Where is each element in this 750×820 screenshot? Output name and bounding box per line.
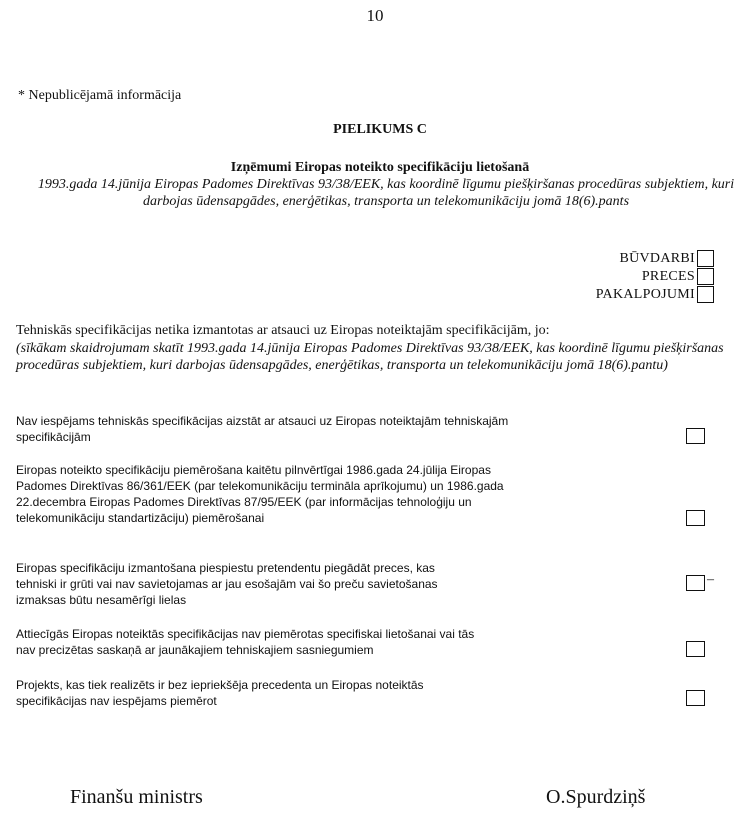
category-checkbox-goods[interactable]: [697, 268, 714, 285]
category-row-services: [596, 286, 714, 303]
reason-text-1: Nav iespējams tehniskās specifikācijas aizstāt ar atsauci uz Eiropas noteiktajām tehniskajām specifikācijām: [16, 414, 509, 444]
signature-name: O.Spurdziņš: [546, 786, 646, 808]
category-row-goods: [642, 268, 714, 285]
document-subtitle: Izņēmumi Eiropas noteikto specifikāciju lietošanā: [230, 160, 530, 175]
annex-title: PIELIKUMS C: [333, 122, 427, 137]
reason-dash: –: [707, 572, 714, 587]
intro-text: Tehniskās specifikācijas netika izmantotas ar atsauci uz Eiropas noteiktajām specifikācijām, jo:: [16, 323, 550, 338]
footnote: * Nepublicējamā informācija: [18, 88, 182, 103]
reason-checkbox-5[interactable]: [686, 690, 705, 706]
category-checkbox-services[interactable]: [697, 286, 714, 303]
category-label: PAKALPOJUMI: [595, 287, 695, 302]
category-row-works: [619, 250, 714, 267]
page-number: 10: [366, 6, 384, 25]
directive-reference: 1993.gada 14.jūnija Eiropas Padomes Direktīvas 93/38/EEK, kas koordinē līgumu piešķiršanas procedūras subjektiem, kuri darbojas ūdensapgādes, enerģētikas, transporta un telekomunikāciju jomā 18(6).pants: [37, 177, 735, 209]
reason-text-4: Attiecīgās Eiropas noteiktās specifikācijas nav piemērotas specifiskai lietošanai vai tās nav precizētas saskaņā ar jaunākajiem tehniskajiem sasniegumiem: [16, 627, 475, 657]
reason-checkbox-4[interactable]: [686, 641, 705, 657]
reason-text-2: Eiropas noteikto specifikāciju piemērošana kaitētu pilnvērtīgai 1986.gada 24.jūlija Eiropas Padomes Direktīvas 86/361/EEK (par telekomunikāciju termināla aprīkojumu) un 1986.gada 22.decembra Eiropas Padomes Direktīvas 87/95/EEK (par informācijas tehnoloģiju un telekomunikāciju standartizāciju) piemērošanai: [16, 463, 504, 525]
reason-checkbox-2[interactable]: [686, 510, 705, 526]
category-checkbox-works[interactable]: [697, 250, 714, 267]
signature-title: Finanšu ministrs: [70, 786, 203, 808]
reason-checkbox-3[interactable]: [686, 575, 705, 591]
intro-note: (sīkākam skaidrojumam skatīt 1993.gada 14.jūnija Eiropas Padomes Direktīvas 93/38/EEK, kas koordinē līgumu piešķiršanas procedūras subjektiem, kuri darbojas ūdensapgādes, enerģētikas, transporta un telekomunikāciju jomā 18(6).pantu): [16, 341, 724, 373]
category-label: PRECES: [641, 269, 695, 284]
category-label: BŪVDARBI: [619, 251, 695, 266]
reason-text-3: Eiropas specifikāciju izmantošana piespiestu pretendentu piegādāt preces, kas tehniski ir grūti vai nav savietojamas ar jau esošajām vai šo preču savietošanas izmaksas būtu nesamērīgi lielas: [16, 561, 438, 607]
reason-checkbox-1[interactable]: [686, 428, 705, 444]
reason-text-5: Projekts, kas tiek realizēts ir bez iepriekšēja precedenta un Eiropas noteiktās specifikācijas nav iespējams piemērot: [16, 678, 424, 708]
